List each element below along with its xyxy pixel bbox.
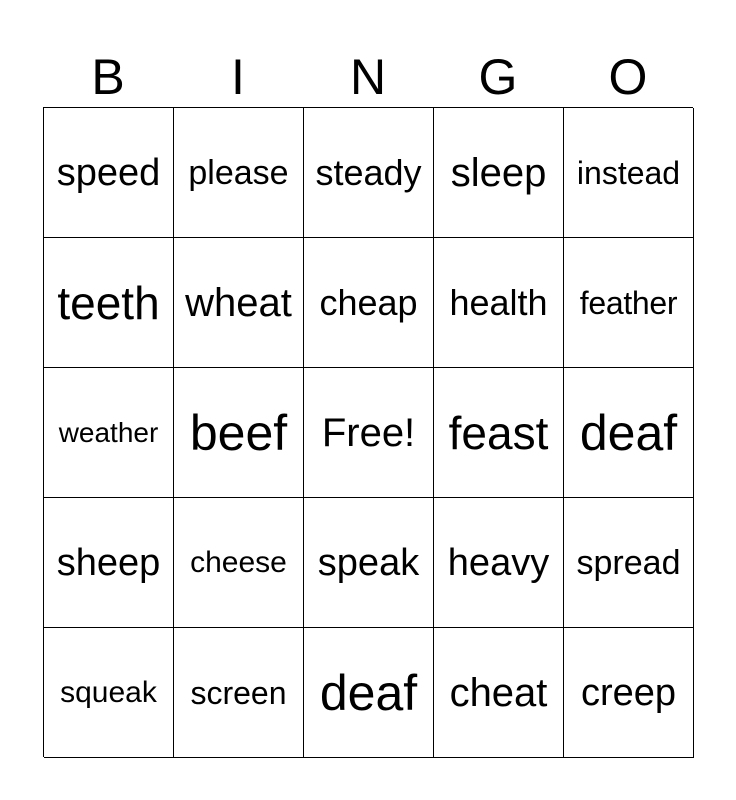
bingo-cell[interactable]: heavy [434, 498, 564, 628]
header-letter-o: O [608, 49, 648, 105]
bingo-free-space[interactable]: Free! [304, 368, 434, 498]
bingo-cell[interactable]: beef [174, 368, 304, 498]
bingo-cell[interactable]: cheese [174, 498, 304, 628]
bingo-cell[interactable]: sleep [434, 108, 564, 238]
bingo-cell[interactable]: speak [304, 498, 434, 628]
bingo-cell[interactable]: feather [564, 238, 694, 368]
bingo-cell[interactable]: deaf [304, 628, 434, 758]
bingo-cell[interactable]: please [174, 108, 304, 238]
bingo-cell[interactable]: squeak [44, 628, 174, 758]
bingo-cell[interactable]: creep [564, 628, 694, 758]
bingo-cell[interactable]: steady [304, 108, 434, 238]
bingo-cell[interactable]: speed [44, 108, 174, 238]
bingo-cell[interactable]: weather [44, 368, 174, 498]
bingo-card-grid [43, 107, 693, 757]
header-letter-n: N [349, 49, 387, 105]
bingo-cell[interactable]: screen [174, 628, 304, 758]
header-letter-b: B [91, 49, 125, 105]
bingo-cell[interactable]: cheap [304, 238, 434, 368]
bingo-cell[interactable]: health [434, 238, 564, 368]
bingo-cell[interactable]: sheep [44, 498, 174, 628]
bingo-cell[interactable]: teeth [44, 238, 174, 368]
bingo-cell[interactable]: deaf [564, 368, 694, 498]
bingo-cell[interactable]: instead [564, 108, 694, 238]
header-letter-g: G [478, 49, 518, 105]
header-letter-i: I [231, 49, 245, 105]
bingo-cell[interactable]: feast [434, 368, 564, 498]
bingo-cell[interactable]: spread [564, 498, 694, 628]
bingo-header [43, 44, 693, 108]
bingo-cell[interactable]: wheat [174, 238, 304, 368]
bingo-cell[interactable]: cheat [434, 628, 564, 758]
